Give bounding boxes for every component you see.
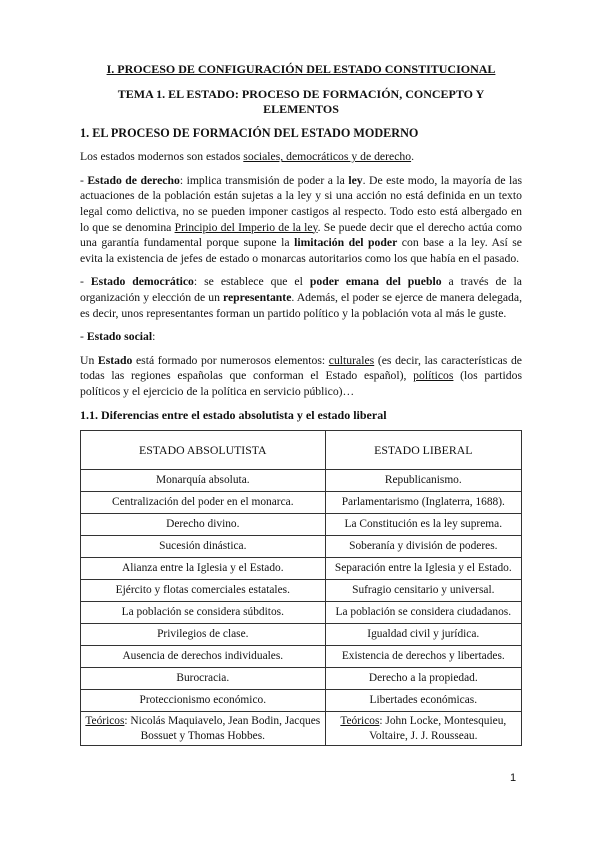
elementos-paragraph — [80, 353, 522, 400]
estado-derecho-term: Estado de derecho — [87, 173, 180, 187]
section-1-1-heading: 1.1. Diferencias entre el estado absolutista y el estado liberal — [80, 407, 387, 422]
page-number: 1 — [510, 772, 517, 784]
section-1-heading: 1. EL PROCESO DE FORMACIÓN DEL ESTADO MODERNO — [80, 125, 419, 140]
table-row — [81, 580, 522, 602]
cell-absolutista: Sucesión dinástica. — [81, 536, 326, 558]
cell-absolutista: Monarquía absoluta. — [81, 470, 326, 492]
theorists-list: : John Locke, Montesquieu, Voltaire, J. J. Rousseau. — [369, 715, 507, 742]
cell-liberal: La Constitución es la ley suprema. — [325, 514, 521, 536]
dash: - — [80, 330, 87, 344]
comparison-table — [80, 430, 522, 746]
text: (es decir, las características de todas las regiones españolas que conforman el Estado español), — [80, 353, 522, 383]
ley-term: ley — [348, 173, 363, 187]
estado-derecho-paragraph — [80, 173, 522, 267]
text: está formado por numerosos elementos: — [132, 353, 329, 367]
estado-social-paragraph — [80, 329, 522, 345]
table-row — [81, 558, 522, 580]
theorists-label: Teóricos — [340, 715, 380, 728]
cell-absolutista: Centralización del poder en el monarca. — [81, 492, 326, 514]
header-liberal: ESTADO LIBERAL — [325, 431, 521, 470]
cell-liberal: La población se considera ciudadanos. — [325, 602, 521, 624]
estado-term: Estado — [97, 353, 133, 367]
dash: - — [80, 275, 91, 289]
text: a través de la organización y elección de un — [80, 275, 522, 304]
cell-liberal: Libertades económicas. — [325, 690, 521, 712]
estado-democratico-term: Estado democrático — [90, 275, 194, 289]
representante-term: representante — [223, 290, 292, 304]
estado-social-term: Estado social — [86, 330, 153, 344]
text: (los partidos políticos y el ejercicio de la política en servicio público)… — [80, 369, 523, 398]
cell-absolutista: Privilegios de clase. — [81, 624, 326, 646]
intro-text: Los estados modernos son estados — [80, 150, 244, 164]
main-title: I. PROCESO DE CONFIGURACIÓN DEL ESTADO CONSTITUCIONAL — [106, 62, 496, 76]
cell-liberal: Sufragio censitario y universal. — [325, 580, 521, 602]
theorists-list: : Nicolás Maquiavelo, Jean Bodin, Jacques Bossuet y Thomas Hobbes. — [124, 715, 321, 742]
intro-underlined: sociales, democráticos y de derecho — [243, 150, 412, 164]
page-content — [80, 62, 522, 746]
header-absolutista: ESTADO ABSOLUTISTA — [81, 431, 326, 470]
text: con base a la ley. Así se evita la existencia de jefes de estado o monarcas autoritarios como los que había en el pasado. — [80, 236, 522, 265]
cell-absolutista: Proteccionismo económico. — [81, 690, 326, 712]
cell-absolutista: Derecho divino. — [81, 514, 326, 536]
table-header-row — [81, 431, 522, 470]
cell-liberal: Soberanía y división de poderes. — [325, 536, 521, 558]
table-row — [81, 536, 522, 558]
politicos-term: políticos — [413, 369, 454, 383]
text: : — [152, 330, 156, 344]
table-row — [81, 668, 522, 690]
limitacion-poder-term: limitación del poder — [294, 236, 398, 250]
table-row — [81, 624, 522, 646]
principio-imperio-ley: Principio del Imperio de la ley — [174, 220, 318, 234]
cell-absolutista: La población se considera súbditos. — [81, 602, 326, 624]
cell-theorists-liberal — [325, 712, 521, 746]
table-row — [81, 492, 522, 514]
tema-title: TEMA 1. EL ESTADO: PROCESO DE FORMACIÓN, CONCEPTO Y ELEMENTOS — [117, 86, 485, 116]
dash: - — [80, 173, 88, 187]
text: . Además, el poder se ejerce de manera delegada, es decir, unos representantes forman un partido político y la población vota al más le guste. — [80, 290, 522, 320]
text: . De este modo, la mayoría de las actuaciones de la población están sujetas a la ley y si una acción no está definida en un texto legal como delictiva, no se pueden imponer castigos al respecto. Todo esto está albergado en lo que se denomina — [80, 173, 522, 234]
cell-liberal: Derecho a la propiedad. — [325, 668, 521, 690]
poder-pueblo-term: poder emana del pueblo — [309, 275, 442, 289]
cell-absolutista: Burocracia. — [81, 668, 326, 690]
cell-absolutista: Alianza entre la Iglesia y el Estado. — [81, 558, 326, 580]
estado-democratico-paragraph — [80, 274, 522, 321]
cell-liberal: Parlamentarismo (Inglaterra, 1688). — [325, 492, 521, 514]
cell-liberal: Igualdad civil y jurídica. — [325, 624, 521, 646]
intro-paragraph — [80, 149, 522, 165]
text: . Se puede decir que el derecho actúa como una garantía fundamental porque supone la — [80, 220, 522, 250]
cell-liberal: Existencia de derechos y libertades. — [325, 646, 521, 668]
culturales-term: culturales — [328, 353, 375, 367]
table-row — [81, 602, 522, 624]
cell-liberal: Republicanismo. — [325, 470, 521, 492]
intro-end: . — [411, 150, 414, 164]
cell-liberal: Separación entre la Iglesia y el Estado. — [325, 558, 521, 580]
theorists-label: Teóricos — [85, 715, 125, 728]
cell-theorists-absolutista — [81, 712, 326, 746]
cell-absolutista: Ejército y flotas comerciales estatales. — [81, 580, 326, 602]
cell-absolutista: Ausencia de derechos individuales. — [81, 646, 326, 668]
table-row-theorists — [81, 712, 522, 746]
table-row — [81, 690, 522, 712]
text: Un — [80, 353, 98, 367]
table-row — [81, 514, 522, 536]
table-row — [81, 646, 522, 668]
table-row — [81, 470, 522, 492]
text: : se establece que el — [193, 275, 310, 289]
text: : implica transmisión de poder a la — [179, 173, 349, 187]
